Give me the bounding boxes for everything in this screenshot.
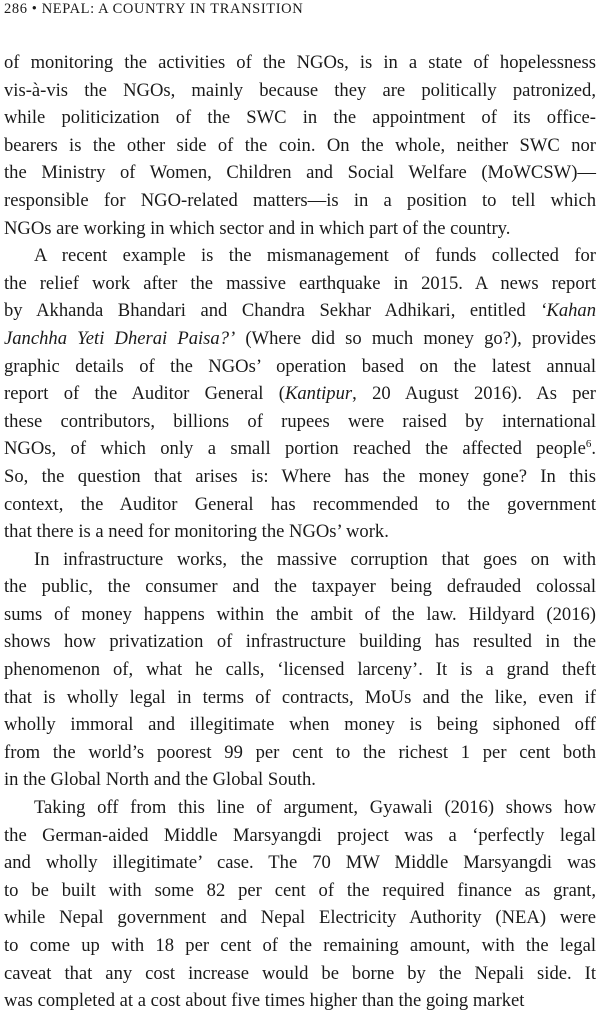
text-line — [4, 684, 596, 712]
text-line — [4, 932, 596, 960]
text-run: while Nepal government and Nepal Electricity Authority (NEA) were — [4, 907, 596, 929]
text-line — [4, 297, 596, 325]
text-line — [4, 270, 596, 298]
text-run: graphic details of the NGOs’ operation based on the latest annual — [4, 355, 596, 377]
text-run: in the Global North and the Global South. — [4, 769, 316, 791]
text-run: , 20 August 2016). As per — [352, 383, 596, 405]
text-line — [4, 380, 596, 408]
text-line — [4, 546, 596, 574]
text-run: the relief work after the massive earthquake in 2015. A news report — [4, 272, 596, 294]
text-run: shows how privatization of infrastructure building has resulted in the — [4, 631, 596, 653]
text-run: was completed at a cost about five times higher than the going market — [4, 990, 525, 1012]
text-line — [4, 77, 596, 105]
text-run: . — [591, 438, 596, 460]
text-line — [4, 518, 596, 546]
text-run: the Ministry of Women, Children and Social Welfare (MoWCSW)— — [4, 162, 596, 184]
text-run: context, the Auditor General has recommended to the government — [4, 493, 596, 515]
text-line — [4, 601, 596, 629]
text-line — [4, 408, 596, 436]
body-text — [4, 49, 596, 1015]
text-run: So, the question that arises is: Where has the money gone? In this — [4, 465, 596, 487]
text-line — [4, 187, 596, 215]
text-line — [4, 960, 596, 988]
text-run: to come up with 18 per cent of the remaining amount, with the legal — [4, 935, 596, 956]
italic-text: ‘Kahan — [540, 300, 596, 322]
book-title: NEPAL: A COUNTRY IN TRANSITION — [41, 1, 304, 17]
running-head — [4, 0, 303, 18]
italic-text: Kantipur — [284, 383, 353, 405]
text-run: vis-à-vis the NGOs, mainly because they are politically patronized, — [4, 79, 596, 101]
text-run: by Akhanda Bhandari and Chandra Sekhar Adhikari, entitled — [4, 300, 541, 322]
text-line — [4, 491, 596, 519]
paragraph — [4, 546, 596, 794]
text-run: the public, the consumer and the taxpayer being defrauded colossal — [4, 576, 596, 598]
page-number: 286 — [4, 1, 28, 17]
text-run: NGOs are working in which sector and in which part of the country. — [4, 217, 511, 239]
italic-text: Janchha Yeti Dherai Paisa?’ — [4, 327, 236, 349]
text-line — [4, 849, 596, 877]
text-line — [4, 711, 596, 739]
text-line — [4, 159, 596, 187]
text-run: that there is a need for monitoring the NGOs’ work. — [4, 521, 389, 543]
text-run: A recent example is the mismanagement of funds collected for — [34, 245, 596, 267]
text-run: caveat that any cost increase would be borne by the Nepali side. It — [4, 962, 596, 984]
paragraph — [4, 242, 596, 546]
footnote-marker[interactable]: 6 — [585, 438, 592, 451]
bullet-separator: • — [31, 1, 38, 17]
text-line — [4, 794, 596, 822]
text-run: (Where did so much money go?), provides — [235, 327, 596, 349]
text-line — [4, 242, 596, 270]
text-line — [4, 463, 596, 491]
text-line — [4, 877, 596, 905]
text-line — [4, 628, 596, 656]
text-run: In infrastructure works, the massive corruption that goes on with — [34, 548, 596, 570]
text-run: from the world’s poorest 99 per cent to the richest 1 per cent both — [4, 741, 596, 763]
text-line — [4, 987, 596, 1015]
text-run: of monitoring the activities of the NGOs, is in a state of hopelessness — [4, 52, 596, 73]
text-line — [4, 132, 596, 160]
text-run: sums of money happens within the ambit of the law. Hildyard (2016) — [4, 603, 596, 625]
text-run: that is wholly legal in terms of contracts, MoUs and the like, even if — [4, 686, 596, 708]
text-line — [4, 215, 596, 243]
text-run: Taking off from this line of argument, Gyawali (2016) shows how — [34, 797, 596, 819]
text-line — [4, 325, 596, 353]
text-line — [4, 353, 596, 381]
text-run: phenomenon of, what he calls, ‘licensed larceny’. It is a grand theft — [4, 659, 596, 681]
text-line — [4, 104, 596, 132]
text-run: report of the Auditor General ( — [4, 383, 285, 405]
text-run: wholly immoral and illegitimate when money is being siphoned off — [4, 714, 596, 736]
text-line — [4, 656, 596, 684]
text-line — [4, 435, 596, 463]
text-run: bearers is the other side of the coin. On the whole, neither SWC nor — [4, 134, 596, 156]
text-line — [4, 766, 596, 794]
text-run: these contributors, billions of rupees were raised by international — [4, 410, 596, 432]
text-run: to be built with some 82 per cent of the required finance as grant, — [4, 879, 596, 901]
text-line — [4, 49, 596, 77]
text-line — [4, 739, 596, 767]
text-run: while politicization of the SWC in the appointment of its office- — [4, 107, 596, 129]
text-run: NGOs, of which only a small portion reached the affected people — [4, 438, 586, 460]
text-run: responsible for NGO-related matters—is in a position to tell which — [4, 189, 596, 211]
text-line — [4, 822, 596, 850]
text-run: and wholly illegitimate’ case. The 70 MW Middle Marsyangdi was — [4, 852, 596, 874]
text-run: the German-aided Middle Marsyangdi project was a ‘perfectly legal — [4, 824, 596, 846]
paragraph — [4, 49, 596, 242]
text-line — [4, 904, 596, 932]
paragraph — [4, 794, 596, 1015]
text-line — [4, 573, 596, 601]
